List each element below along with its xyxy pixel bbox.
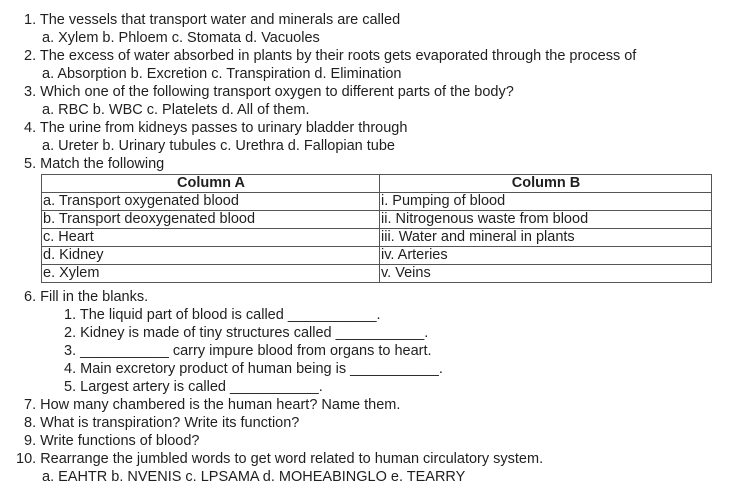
question-2-options: a. Absorption b. Excretion c. Transpiration d. Elimination bbox=[42, 66, 402, 82]
question-text: The vessels that transport water and minerals are called bbox=[39, 12, 401, 28]
column-a-cell: c. Heart bbox=[42, 229, 380, 247]
question-3 bbox=[24, 83, 514, 101]
question-1-options: a. Xylem b. Phloem c. Stomata d. Vacuoles bbox=[42, 30, 320, 46]
question-10-options: a. EAHTR b. NVENIS c. LPSAMA d. MOHEABINGLO e. TEARRY bbox=[42, 469, 466, 485]
match-table bbox=[41, 174, 712, 283]
column-a-cell: d. Kidney bbox=[42, 247, 380, 265]
item-text: Largest artery is called ___________. bbox=[80, 379, 323, 395]
question-9 bbox=[24, 432, 199, 450]
question-number: 3. bbox=[24, 84, 37, 100]
column-a-cell: b. Transport deoxygenated blood bbox=[42, 211, 380, 229]
item-text: Main excretory product of human being is ___________. bbox=[80, 361, 443, 377]
column-b-cell: iv. Arteries bbox=[380, 247, 712, 265]
column-a-cell: e. Xylem bbox=[42, 265, 380, 283]
question-number: 8. bbox=[24, 415, 37, 431]
question-number: 9. bbox=[24, 433, 37, 449]
question-text: The excess of water absorbed in plants by their roots gets evaporated through the process of bbox=[39, 48, 637, 64]
fill-blank-item bbox=[64, 306, 381, 324]
column-b-header: Column B bbox=[380, 175, 712, 193]
question-text: How many chambered is the human heart? Name them. bbox=[40, 397, 401, 413]
column-b-cell: v. Veins bbox=[380, 265, 712, 283]
question-number: 5. bbox=[24, 156, 37, 172]
column-b-cell: ii. Nitrogenous waste from blood bbox=[380, 211, 712, 229]
question-number: 6. bbox=[24, 289, 37, 305]
question-10 bbox=[16, 450, 543, 468]
fill-blank-item bbox=[64, 324, 428, 342]
question-4-options: a. Ureter b. Urinary tubules c. Urethra d. Fallopian tube bbox=[42, 138, 395, 154]
question-7 bbox=[24, 396, 400, 414]
question-2 bbox=[24, 47, 636, 65]
question-1 bbox=[24, 11, 400, 29]
table-row bbox=[42, 193, 712, 211]
question-number: 10. bbox=[16, 451, 37, 467]
question-number: 4. bbox=[24, 120, 37, 136]
item-number: 5. bbox=[64, 379, 77, 395]
item-text: ___________ carry impure blood from organs to heart. bbox=[80, 343, 432, 359]
question-3-options: a. RBC b. WBC c. Platelets d. All of them. bbox=[42, 102, 310, 118]
question-text: Which one of the following transport oxygen to different parts of the body? bbox=[40, 84, 514, 100]
question-text: The urine from kidneys passes to urinary bladder through bbox=[39, 120, 408, 136]
table-row bbox=[42, 211, 712, 229]
question-5 bbox=[24, 155, 164, 173]
item-text: Kidney is made of tiny structures called ___________. bbox=[80, 325, 429, 341]
fill-blank-item bbox=[64, 360, 443, 378]
fill-blank-item bbox=[64, 342, 432, 360]
item-number: 1. bbox=[64, 307, 77, 323]
column-b-cell: i. Pumping of blood bbox=[380, 193, 712, 211]
question-text: What is transpiration? Write its function? bbox=[40, 415, 300, 431]
fill-blank-item bbox=[64, 378, 323, 396]
table-row bbox=[42, 247, 712, 265]
column-b-cell: iii. Water and mineral in plants bbox=[380, 229, 712, 247]
question-text: Fill in the blanks. bbox=[40, 289, 149, 305]
question-text: Match the following bbox=[40, 156, 165, 172]
table-header-row bbox=[42, 175, 712, 193]
question-number: 2. bbox=[24, 48, 37, 64]
column-a-header: Column A bbox=[42, 175, 380, 193]
question-number: 1. bbox=[24, 12, 37, 28]
question-4 bbox=[24, 119, 407, 137]
table-row bbox=[42, 229, 712, 247]
item-number: 2. bbox=[64, 325, 77, 341]
item-number: 3. bbox=[64, 343, 77, 359]
question-text: Rearrange the jumbled words to get word related to human circulatory system. bbox=[40, 451, 544, 467]
question-6 bbox=[24, 288, 148, 306]
question-8 bbox=[24, 414, 299, 432]
table-row bbox=[42, 265, 712, 283]
item-text: The liquid part of blood is called ___________. bbox=[79, 307, 381, 323]
item-number: 4. bbox=[64, 361, 77, 377]
column-a-cell: a. Transport oxygenated blood bbox=[42, 193, 380, 211]
question-number: 7. bbox=[24, 397, 37, 413]
question-text: Write functions of blood? bbox=[40, 433, 200, 449]
